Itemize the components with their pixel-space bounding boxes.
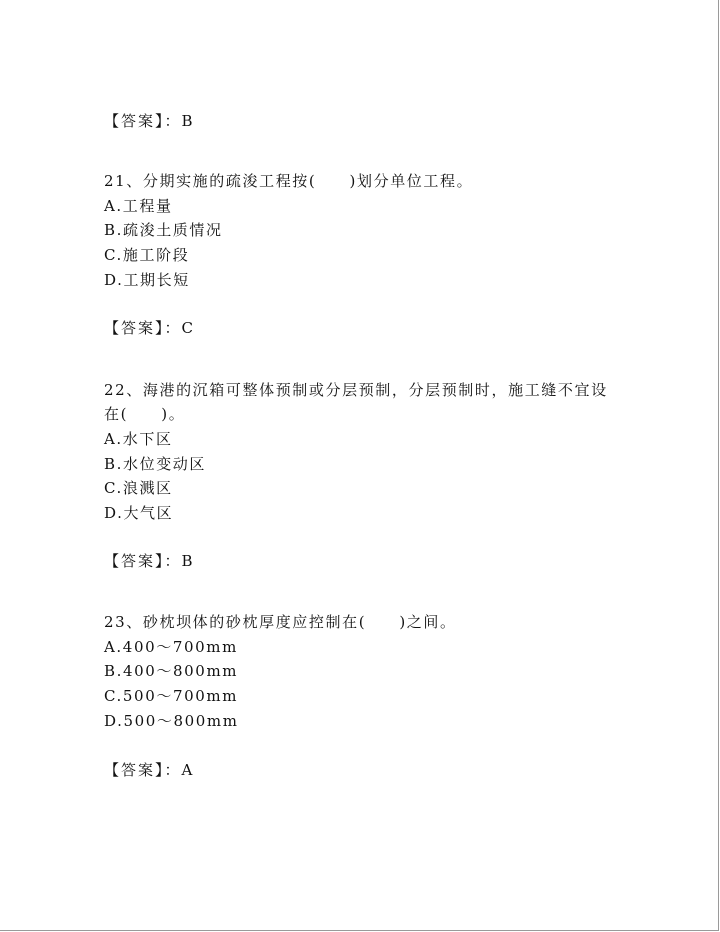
question-21-stem: 21、分期实施的疏浚工程按( )划分单位工程。 [104,172,474,190]
question-23-option-d: D.500～800mm [104,712,239,730]
question-21-option-d: D.工期长短 [104,271,190,289]
question-23-option-b: B.400～800mm [104,662,239,680]
question-23-stem: 23、砂枕坝体的砂枕厚度应控制在( )之间。 [104,613,457,631]
answer-q21: 【答案】：C [104,319,195,337]
question-23-option-c: C.500～700mm [104,687,239,705]
question-22-stem-line2: 在( )。 [104,405,186,423]
answer-q23: 【答案】：A [104,761,195,779]
question-22-option-a: A.水下区 [104,430,173,448]
answer-q22: 【答案】：B [104,552,195,570]
question-22-option-b: B.水位变动区 [104,455,206,473]
question-22-stem-line1: 22、海港的沉箱可整体预制或分层预制，分层预制时，施工缝不宜设 [104,381,608,399]
question-22-option-c: C.浪溅区 [104,479,173,497]
question-21-option-c: C.施工阶段 [104,246,190,264]
question-22-option-d: D.大气区 [104,504,174,522]
answer-q20: 【答案】：B [104,112,195,130]
question-21-option-a: A.工程量 [104,197,173,215]
question-23-option-a: A.400～700mm [104,638,238,656]
question-21-option-b: B.疏浚土质情况 [104,221,223,239]
